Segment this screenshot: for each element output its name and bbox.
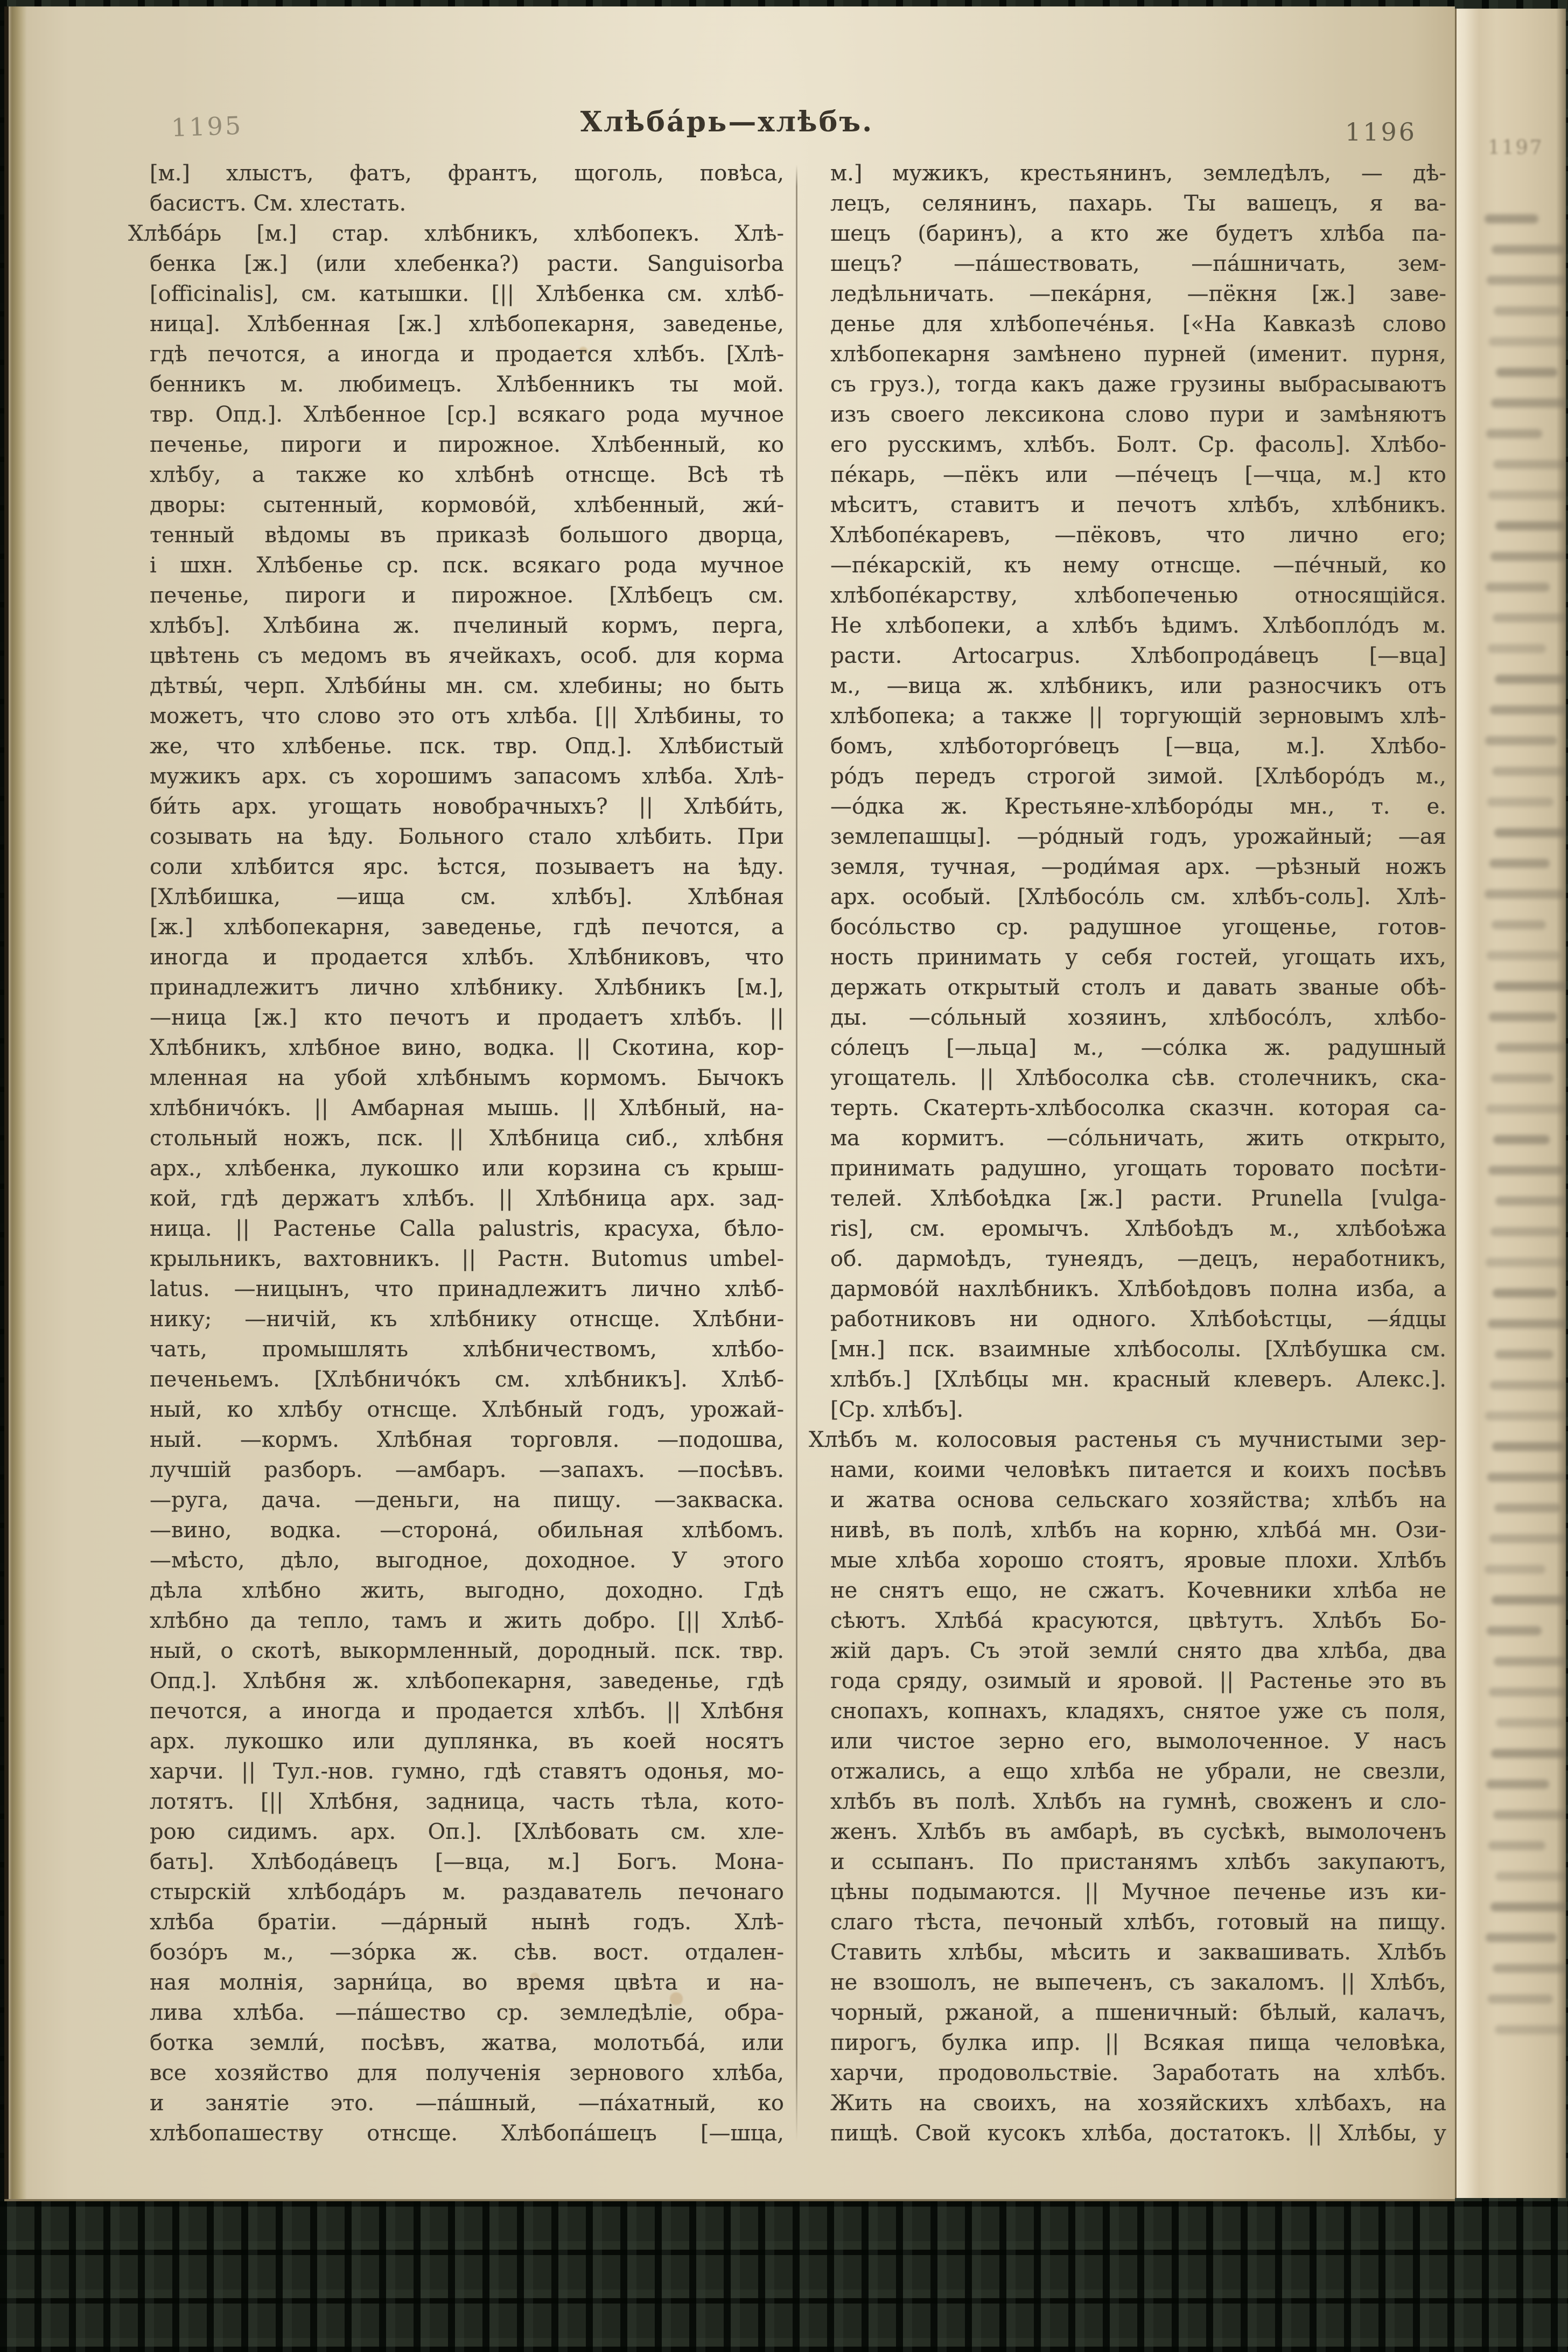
text-line: хлѣбопека; а также || торгующій зерновымъ хлѣ- [830, 704, 1446, 729]
text-line: хлѣба братіи. —да́рный нынѣ годъ. Хлѣ- [150, 1910, 784, 1935]
right-text-column [809, 158, 1446, 2148]
text-line: ботка земли́, посѣвъ, жатва, молотьба́, или [150, 2031, 784, 2055]
text-line: телей. Хлѣбоѣдка [ж.] расти. Prunella [vulga- [830, 1186, 1446, 1211]
text-line: мые хлѣба хорошо стоятъ, яровые плохи. Хлѣбъ [830, 1548, 1446, 1573]
text-line: иногда и продается хлѣбъ. Хлѣбниковъ, что [150, 945, 784, 970]
text-line: дѣтвы́, черп. Хлѣби́ны мн. см. хлебины; но быть [150, 674, 784, 698]
text-line: и занятіе это. —па́шный, —па́хатный, ко [150, 2091, 784, 2116]
blurred-text-line [1488, 1994, 1553, 2004]
text-line: Не хлѣбопеки, а хлѣбъ ѣдимъ. Хлѣбопло́дъ м. [830, 613, 1446, 638]
blurred-text-line [1496, 1718, 1565, 1727]
text-line: ница]. Хлѣбенная [ж.] хлѣбопекарня, заведенье, [150, 312, 784, 337]
text-line: мленная на убой хлѣбнымъ кормомъ. Бычокъ [150, 1066, 784, 1090]
blurred-text-line [1492, 1595, 1566, 1605]
blurred-text-line [1486, 583, 1550, 592]
text-line: Опд.]. Хлѣбня ж. хлѣбопекарня, заведенье, гдѣ [150, 1669, 784, 1693]
text-line: нику; —ничій, къ хлѣбнику отнсще. Хлѣбни- [150, 1307, 784, 1332]
text-line: не снятъ ещо, не сжатъ. Кочевники хлѣба не [830, 1578, 1446, 1603]
text-line: Хлѣбникъ, хлѣбное вино, водка. || Скотина, кор- [150, 1035, 784, 1060]
text-line: ный, о скотѣ, выкормленный, дородный. пск. твр. [150, 1639, 784, 1663]
text-line: Хлѣбъ м. колосовыя растенья съ мучнистыми зер- [809, 1427, 1446, 1452]
text-line: же, что хлѣбенье. пск. твр. Опд.]. Хлѣбистый [150, 734, 784, 759]
text-line: рою сидимъ. арх. Оп.]. [Хлѣбовать см. хле- [150, 1819, 784, 1844]
blurred-text-line [1491, 398, 1566, 408]
text-line: бать]. Хлѣбода́вецъ [—вца, м.] Богъ. Мона- [150, 1850, 784, 1874]
blurred-text-line [1485, 1565, 1545, 1574]
text-line: арх. лукошко или дуплянка, въ коей носятъ [150, 1729, 784, 1754]
text-line: би́ть арх. угощать новобрачныхъ? || Хлѣби́ть, [150, 794, 784, 819]
text-line: стырскій хлѣбода́ръ м. раздаватель печонаго [150, 1880, 784, 1905]
text-line: Хлѣбопе́каревъ, —пёковъ, что лично его; [830, 523, 1446, 548]
text-line: ница. || Растенье Calla palustris, красуха, бѣло- [150, 1216, 784, 1241]
text-line: хлѣбничо́къ. || Амбарная мышь. || Хлѣбный, на- [150, 1096, 784, 1121]
next-page-number: 1197 [1488, 137, 1544, 159]
blurred-text-line [1489, 1534, 1566, 1543]
blurred-text-line [1493, 1964, 1566, 1973]
text-line: стольный ножъ, пск. || Хлѣбница сиб., хлѣбня [150, 1126, 784, 1151]
text-line: бомъ, хлѣботорго́вецъ [—вца, м.]. Хлѣбо- [830, 734, 1446, 759]
text-line: [officinalis], см. катышки. [|| Хлѣбенка см. хлѣб- [150, 282, 784, 306]
blurred-text-line [1488, 1319, 1566, 1328]
text-line: об. дармоѣдъ, тунеядъ, —децъ, неработникъ, [830, 1247, 1446, 1271]
blurred-text-line [1493, 1135, 1550, 1144]
text-line: соли хлѣбится ярс. ѣстся, позываетъ на ѣду. [150, 855, 784, 879]
text-line: —пе́карскій, къ нему отнсще. —пе́чный, ко [830, 553, 1446, 578]
blurred-text-line [1487, 1626, 1542, 1635]
blurred-text-line [1494, 1503, 1561, 1513]
text-line: землепашцы]. —ро́дный годъ, урожайный; —ая [830, 824, 1446, 849]
text-line: можетъ, что слово это отъ хлѣба. [|| Хлѣбины, то [150, 704, 784, 729]
text-line: хлѣбу, а также ко хлѣбнѣ отнсще. Всѣ тѣ [150, 463, 784, 487]
text-line: принимать радушно, угощать торовато посѣти- [830, 1156, 1446, 1181]
page-number-left: 1195 [171, 110, 243, 143]
text-line: дѣла хлѣбно жить, выгодно, доходно. Гдѣ [150, 1578, 784, 1603]
text-line: ледѣльничать. —пека́рня, —пёкня [ж.] заве- [830, 282, 1446, 306]
text-line: дворы: сытенный, кормово́й, хлѣбенный, жи́- [150, 493, 784, 517]
text-line: ная молнія, зарни́ца, во время цвѣта и на- [150, 1970, 784, 1995]
text-line: Жить на своихъ, на хозяйскихъ хлѣбахъ, на [830, 2091, 1446, 2116]
blurred-text-line [1492, 767, 1566, 776]
text-line: бенникъ м. любимецъ. Хлѣбенникъ ты мой. [150, 372, 784, 397]
text-line: твр. Опд.]. Хлѣбенное [ср.] всякаго рода мучное [150, 402, 784, 427]
blurred-text-line [1494, 982, 1566, 991]
text-line: арх. особый. [Хлѣбосо́ль см. хлѣбъ-соль]. Хлѣ- [830, 885, 1446, 909]
text-line: лецъ, селянинъ, пахарь. Ты вашецъ, я ва- [830, 191, 1446, 216]
text-line: хлѣбопе́карству, хлѣбопеченью относящійся. [830, 583, 1446, 608]
running-title: Хлѣба́рь—хлѣбъ. [580, 106, 874, 138]
blurred-text-line [1495, 675, 1566, 684]
text-line: лучшій разборъ. —амбаръ. —запахъ. —посѣвъ. [150, 1458, 784, 1482]
blurred-text-line [1486, 1933, 1557, 1942]
blurred-text-line [1488, 1166, 1565, 1175]
text-line: нами, коими человѣкъ питается и коихъ посѣвъ [830, 1458, 1446, 1482]
text-line: угощатель. || Хлѣбосолка сѣв. столечникъ, ска- [830, 1066, 1446, 1090]
blurred-text-line [1490, 1227, 1561, 1236]
text-line: м.] мужикъ, крестьянинъ, земледѣлъ, — дѣ- [830, 161, 1446, 186]
text-line: —вино, водка. —сторона́, обильная хлѣбомъ. [150, 1518, 784, 1543]
blurred-text-line [1485, 890, 1565, 899]
text-line: босо́льство ср. радушное угощенье, готов- [830, 915, 1446, 940]
text-line: шецъ? —па́шествовать, —па́шничать, зем- [830, 251, 1446, 276]
text-line: ма кормитъ. —со́льничать, жить открыто, [830, 1126, 1446, 1151]
blurred-text-line [1495, 1196, 1566, 1206]
text-line: принадлежитъ лично хлѣбнику. Хлѣбникъ [м.], [150, 975, 784, 1000]
text-line: хлѣбъ]. Хлѣбина ж. пчелиный кормъ, перга, [150, 613, 784, 638]
text-line: арх., хлѣбенка, лукошко или корзина съ крыш- [150, 1156, 784, 1181]
text-line: его русскимъ, хлѣбъ. Болт. Ср. фасоль]. Хлѣбо- [830, 432, 1446, 457]
blurred-text-line [1495, 2025, 1566, 2034]
text-line: ный, ко хлѣбу отнсще. Хлѣбный годъ, урожай- [150, 1397, 784, 1422]
text-line: —руга, дача. —деньги, на пищу. —закваска. [150, 1488, 784, 1513]
text-line: цвѣтень съ медомъ въ ячейкахъ, особ. для корма [150, 643, 784, 668]
text-line: изъ своего лексикона слово пури и замѣняютъ [830, 402, 1446, 427]
blurred-text-line [1487, 1473, 1566, 1482]
text-line: мужикъ арх. съ хорошимъ запасомъ хлѣба. Хлѣ- [150, 764, 784, 789]
text-line: работниковъ ни одного. Хлѣбоѣстцы, —я́дцы [830, 1307, 1446, 1332]
blurred-text-line [1491, 1074, 1553, 1083]
text-line: хлѣбъ.] [Хлѣбцы мн. красный клеверъ. Алекс.]. [830, 1367, 1446, 1392]
text-line: тенный вѣдомы въ приказѣ большого дворца, [150, 523, 784, 548]
text-line: пирогъ, булка ипр. || Всякая пища человѣка, [830, 2031, 1446, 2055]
text-line: хлѣбопашеству отнсще. Хлѣбопа́шецъ [—шца, [150, 2121, 784, 2146]
page-number-right: 1196 [1345, 117, 1417, 146]
text-line: печенье, пироги и пирожное. Хлѣбенный, ко [150, 432, 784, 457]
text-line: басистъ. См. хлестать. [150, 191, 407, 216]
blurred-text-line [1494, 1657, 1566, 1666]
blurred-text-line [1488, 1841, 1545, 1850]
text-line: цѣны подымаются. || Мучное печенье изъ ки- [830, 1880, 1446, 1905]
blurred-text-line [1487, 797, 1553, 807]
text-line: —ница [ж.] кто печотъ и продаетъ хлѣбъ. || [150, 1005, 784, 1030]
blurred-text-line [1493, 460, 1566, 469]
text-line: [Ср. хлѣбъ]. [830, 1397, 964, 1422]
text-line: отжались, а ещо хлѣба не убрали, не свезли, [830, 1759, 1446, 1784]
blurred-text-line [1492, 1442, 1565, 1451]
text-line: все хозяйство для полученія зернового хлѣба, [150, 2061, 784, 2085]
text-line: [ж.] хлѣбопекарня, заведенье, гдѣ печотся, а [150, 915, 784, 940]
text-line: печотся, а иногда и продается хлѣбъ. || Хлѣбня [150, 1699, 784, 1724]
text-line: харчи. || Тул.-нов. гумно, гдѣ ставятъ одонья, мо- [150, 1759, 784, 1784]
text-line: шецъ (баринъ), а кто же будетъ хлѣба па- [830, 221, 1446, 246]
blurred-text-line [1486, 1258, 1566, 1267]
text-line: нивѣ, въ полѣ, хлѣбъ на корню, хлѣба́ мн. Ози- [830, 1518, 1446, 1543]
text-line: гдѣ печотся, а иногда и продается хлѣбъ. [Хлѣ- [150, 342, 784, 367]
blurred-text-line [1495, 1872, 1566, 1881]
text-line: —о́дка ж. Крестьяне-хлѣборо́ды мн., т. е. [830, 794, 1446, 819]
blurred-text-line [1488, 491, 1566, 500]
blurred-text-line [1490, 552, 1566, 561]
blurred-text-line [1490, 705, 1566, 715]
blurred-text-line [1491, 1749, 1566, 1758]
text-line: м., —вица ж. хлѣбникъ, или разносчикъ отъ [830, 674, 1446, 698]
text-line: жій даръ. Съ этой земли́ снято два хлѣба, два [830, 1639, 1446, 1663]
blurred-text-line [1493, 1810, 1566, 1819]
text-line: мѣситъ, ставитъ и печотъ хлѣбъ, хлѣбникъ. [830, 493, 1446, 517]
text-line: лотятъ. [|| Хлѣбня, задница, часть тѣла, кото- [150, 1789, 784, 1814]
blurred-text-line [1486, 1104, 1566, 1114]
text-line: пе́карь, —пёкъ или —пе́чецъ [—чца, м.] кто [830, 463, 1446, 487]
blurred-text-line [1490, 1902, 1566, 1912]
text-line: [Хлѣбишка, —ища см. хлѣбъ]. Хлѣбная [150, 885, 784, 909]
text-line: [м.] хлыстъ, фатъ, франтъ, щоголь, повѣса, [150, 161, 784, 186]
text-line: ris], см. еромычъ. Хлѣбоѣдъ м., хлѣбоѣжа [830, 1216, 1446, 1241]
text-line: [мн.] пск. взаимные хлѣбосолы. [Хлѣбушка см. [830, 1337, 1446, 1362]
blurred-text-line [1489, 337, 1566, 346]
left-text-column [128, 158, 784, 2148]
text-line: печеньемъ. [Хлѣбничо́къ см. хлѣбникъ]. Хлѣб- [150, 1367, 784, 1392]
text-line: слаго тѣста, печоный хлѣбъ, готовый на пищу. [830, 1910, 1446, 1935]
text-line: земля, тучная, —роди́мая арх. —рѣзный ножъ [830, 855, 1446, 879]
text-line: ро́дъ передъ строгой зимой. [Хлѣборо́дъ м., [830, 764, 1446, 789]
blurred-text-line [1492, 245, 1565, 254]
text-line: і шхн. Хлѣбенье ср. пск. всякаго рода мучное [150, 553, 784, 578]
text-line: сѣютъ. Хлѣба́ красуются, цвѣтутъ. Хлѣбъ Бо- [830, 1608, 1446, 1633]
text-line: печенье, пироги и пирожное. [Хлѣбецъ см. [150, 583, 784, 608]
blurred-text-line [1486, 1780, 1549, 1789]
blurred-text-line [1488, 644, 1546, 653]
text-line: съ груз.), тогда какъ даже грузины выбрасываютъ [830, 372, 1446, 397]
blurred-text-line [1485, 736, 1557, 745]
blurred-text-line [1496, 1043, 1566, 1052]
blurred-text-line [1494, 306, 1562, 316]
text-line: хлѣбопекарня замѣнено пурней (именит. пурня, [830, 342, 1446, 367]
blurred-text-line [1486, 429, 1542, 438]
blurred-text-line [1495, 1350, 1553, 1359]
text-line: бозо́ръ м., —зо́рка ж. сѣв. вост. отдален- [150, 1940, 784, 1965]
blurred-text-line [1489, 1012, 1557, 1021]
text-line: latus. —ницынъ, что принадлежитъ лично хлѣб- [150, 1277, 784, 1301]
blurred-text-line [1489, 1688, 1566, 1697]
blurred-text-line [1487, 951, 1561, 960]
next-page-fore-edge [1455, 9, 1566, 2198]
text-line: созывать на ѣду. Больного стало хлѣбить. При [150, 824, 784, 849]
text-line: —мѣсто, дѣло, выгодное, доходное. У этого [150, 1548, 784, 1573]
text-line: держать открытый столъ и давать званые обѣ- [830, 975, 1446, 1000]
text-line: Хлѣба́рь [м.] стар. хлѣбникъ, хлѣбопекъ. Хлѣ- [128, 221, 784, 246]
text-line: чорный, ржаной, а пшеничный: бѣлый, калачъ, [830, 2000, 1446, 2025]
text-line: хлѣбно да тепло, тамъ и жить добро. [|| Хлѣб- [150, 1608, 784, 1633]
text-line: и жатва основа сельскаго хозяйства; хлѣбъ на [830, 1488, 1446, 1513]
text-line: и ссыпанъ. По пристанямъ хлѣбъ закупаютъ, [830, 1850, 1446, 1874]
blurred-text-line [1492, 920, 1546, 929]
blurred-text-line [1490, 1381, 1566, 1390]
page-left-binding-edge [4, 6, 27, 2199]
text-line: лива хлѣба. —па́шество ср. земледѣліе, обра- [150, 2000, 784, 2025]
text-line: бенка [ж.] (или хлебенка?) расти. Sanguisorba [150, 251, 784, 276]
text-line: чать, промышлять хлѣбничествомъ, хлѣбо- [150, 1337, 784, 1362]
text-line: со́лецъ [—льца] м., —со́лка ж. радушный [830, 1035, 1446, 1060]
text-line: снопахъ, копнахъ, кладяхъ, снятое уже съ поля, [830, 1699, 1446, 1724]
blurred-text-line [1489, 859, 1550, 868]
text-line: дармово́й нахлѣбникъ. Хлѣбоѣдовъ полна изба, а [830, 1277, 1446, 1301]
text-line: не взошолъ, не выпеченъ, съ закаломъ. || Хлѣбъ, [830, 1970, 1446, 1995]
text-line: пищѣ. Свой кусокъ хлѣба, достатокъ. || Хлѣбы, у [830, 2121, 1446, 2146]
text-line: денье для хлѣбопече́нья. [«На Кавказѣ слово [830, 312, 1446, 337]
text-line: харчи, продовольствіе. Заработать на хлѣбъ. [830, 2061, 1446, 2085]
text-line: ды. —со́льный хозяинъ, хлѣбосо́лъ, хлѣбо- [830, 1005, 1446, 1030]
text-line: терть. Скатерть-хлѣбосолка сказчн. которая са- [830, 1096, 1446, 1121]
blurred-text-line [1487, 276, 1566, 285]
blurred-text-line [1493, 1289, 1557, 1298]
text-line: года сряду, озимый и яровой. || Растенье это въ [830, 1669, 1446, 1693]
column-divider-rule [796, 165, 797, 2142]
text-line: кой, гдѣ держатъ хлѣбъ. || Хлѣбница арх. зад- [150, 1186, 784, 1211]
text-line: расти. Artocarpus. Хлѣбопрода́вецъ [—вца] [830, 643, 1446, 668]
blurred-text-line [1485, 214, 1538, 223]
text-line: или чистое зерно его, вымолоченное. У насъ [830, 1729, 1446, 1754]
blurred-text-line [1496, 368, 1558, 377]
text-line: хлѣбъ въ полѣ. Хлѣбъ на гумнѣ, своженъ и сло- [830, 1789, 1446, 1814]
blurred-text-line [1494, 828, 1566, 837]
text-line: ный. —кормъ. Хлѣбная торговля. —подошва, [150, 1427, 784, 1452]
blurred-text-line [1495, 521, 1565, 530]
text-line: ность принимать у себя гостей, угощать ихъ, [830, 945, 1446, 970]
blurred-text-line [1485, 1411, 1566, 1420]
text-line: крыльникъ, вахтовникъ. || Растн. Butomus umbel- [150, 1247, 784, 1271]
text-line: женъ. Хлѣбъ въ амбарѣ, въ сусѣкѣ, вымолоченъ [830, 1819, 1446, 1844]
blurred-text-line [1493, 613, 1566, 622]
text-line: Ставить хлѣбы, мѣсить и заквашивать. Хлѣбъ [830, 1940, 1446, 1965]
